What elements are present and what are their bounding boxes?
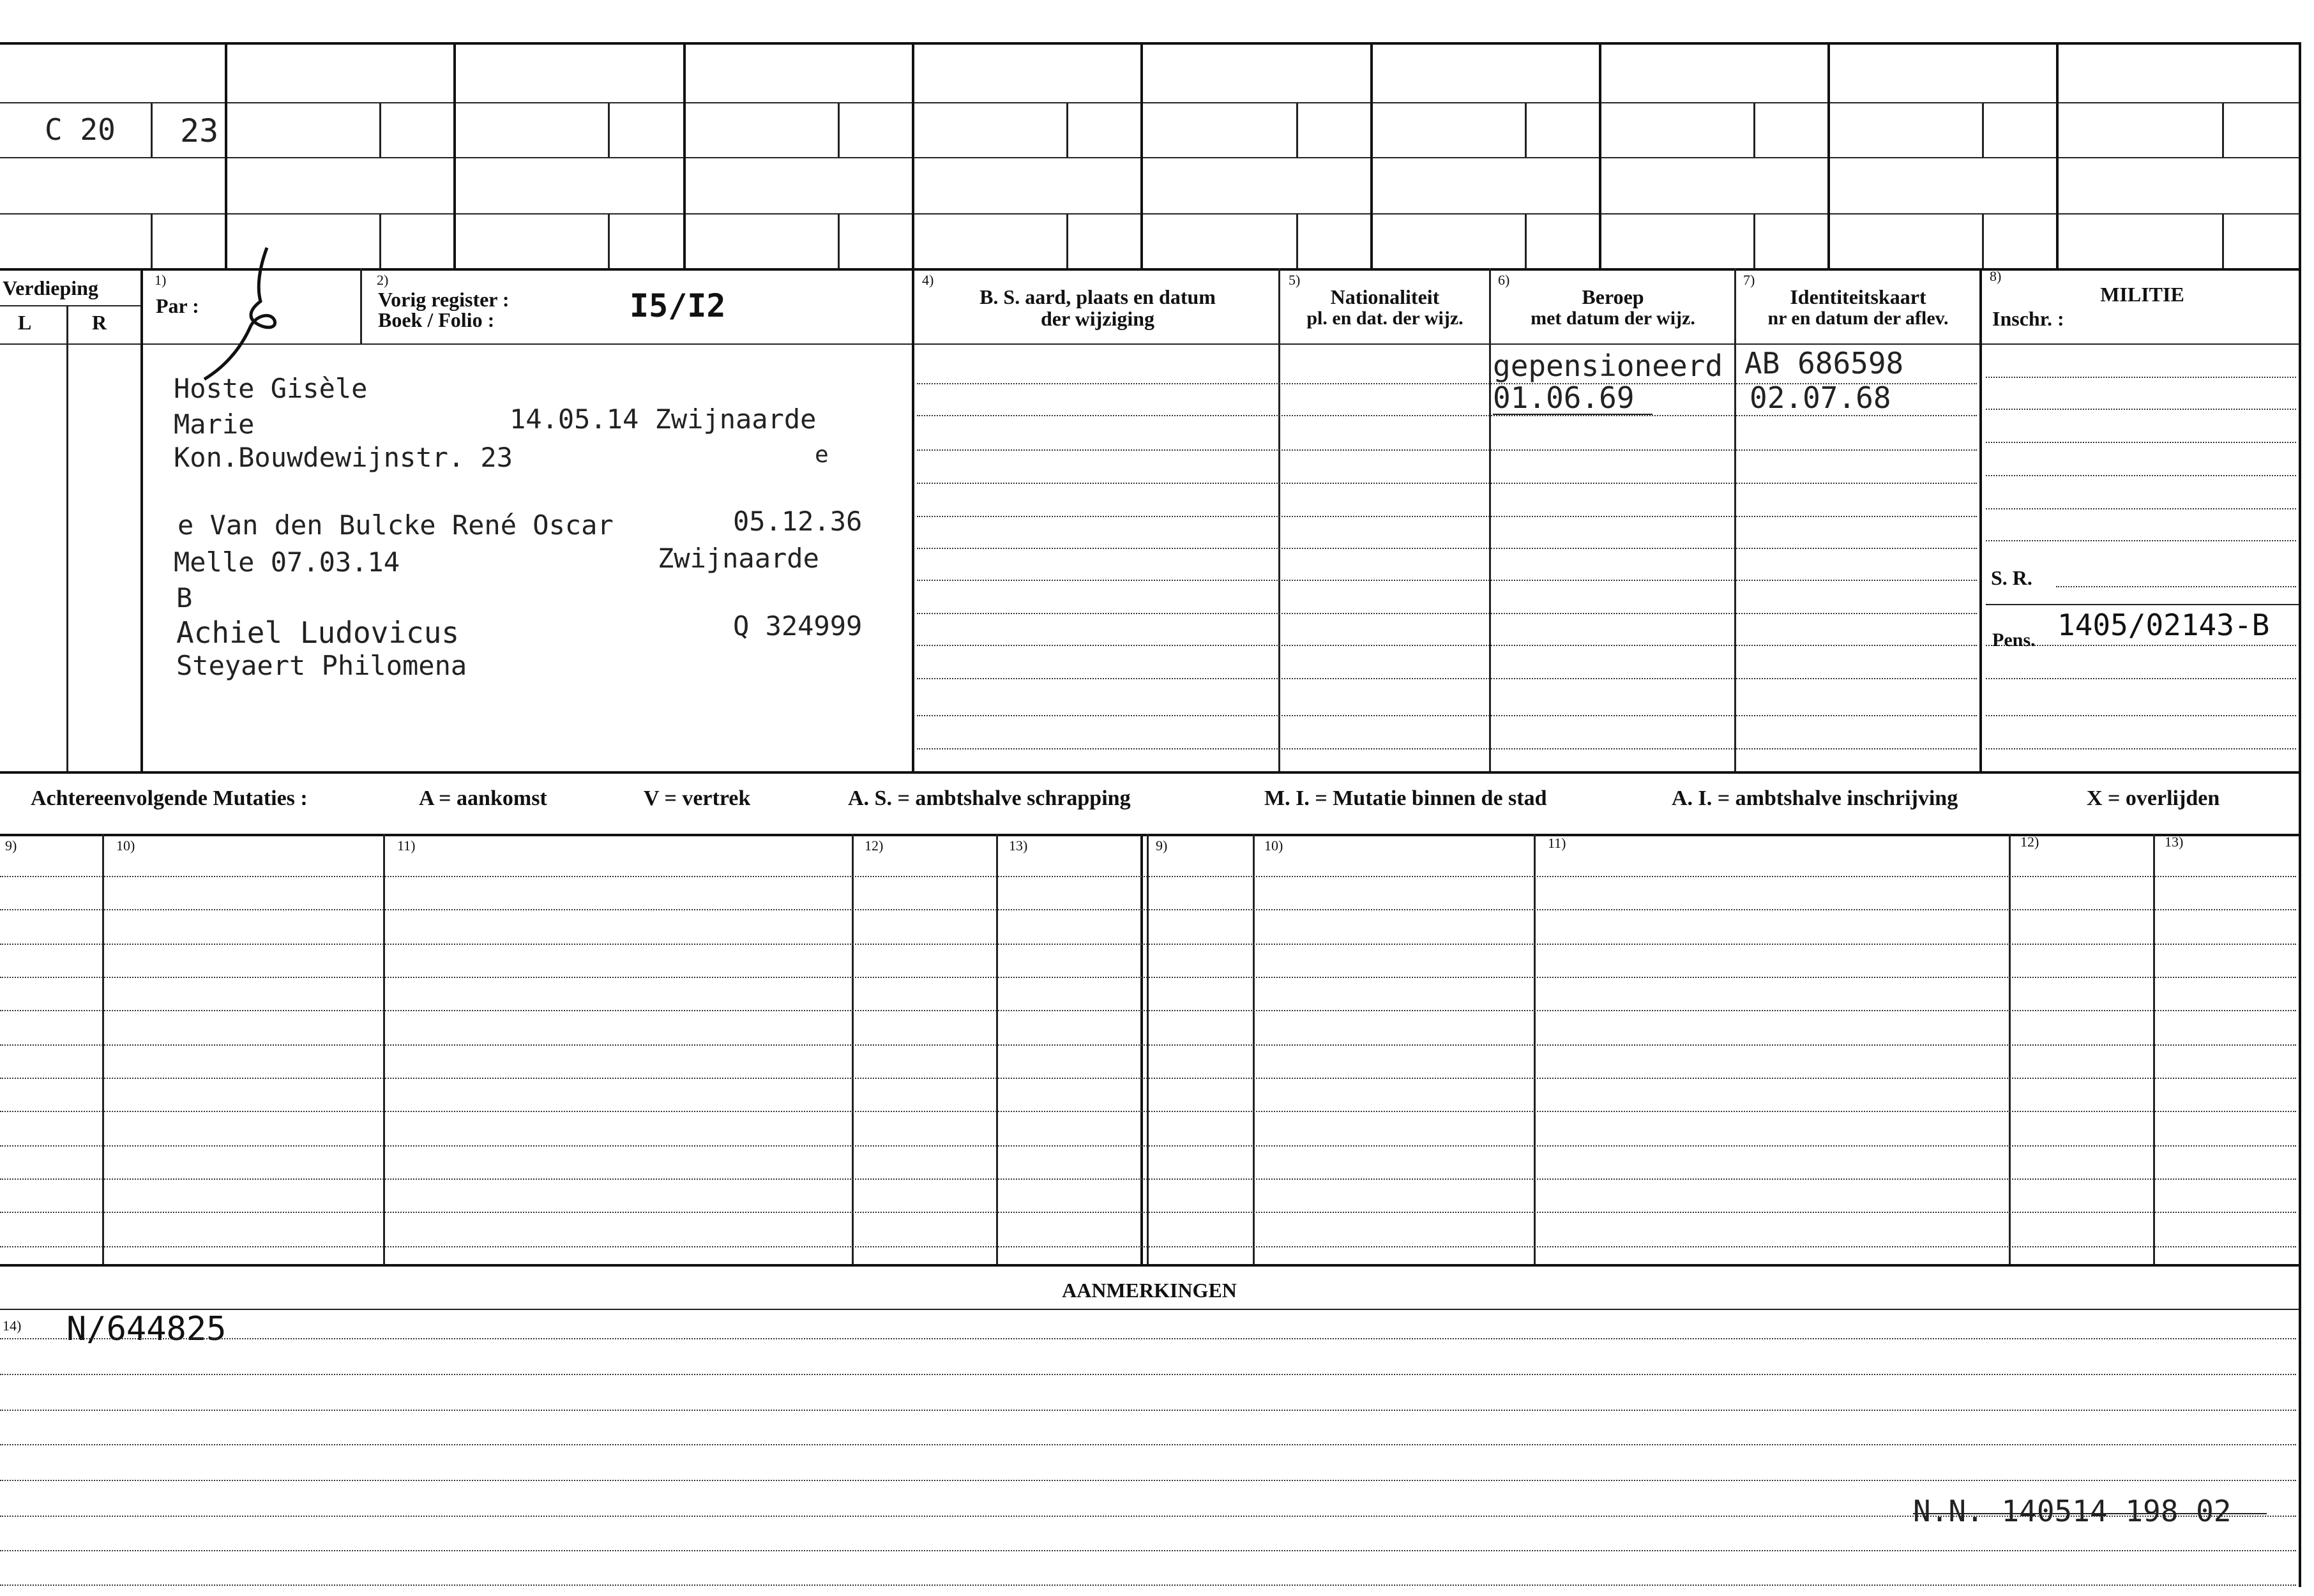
col1-number: 1) xyxy=(155,272,167,288)
person-address: Kon.Bouwdewijnstr. 23 xyxy=(174,442,513,473)
col4-header-line1: B. S. aard, plaats en datum xyxy=(979,285,1216,308)
top-grid-code-23: 23 xyxy=(180,112,219,149)
vorig-register-value: I5/I2 xyxy=(630,287,726,324)
mut-left-col10: 10) xyxy=(116,838,135,854)
mutatie-v: V = vertrek xyxy=(644,787,751,810)
pens-label: Pens. xyxy=(1992,629,2036,651)
spouse-birth: Melle 07.03.14 xyxy=(174,546,400,578)
mut-left-col9: 9) xyxy=(5,838,17,854)
militie-title: MILITIE xyxy=(2100,283,2184,306)
col6-number: 6) xyxy=(1498,272,1510,288)
mutaties-title: Achtereenvolgende Mutaties : xyxy=(31,787,308,810)
aanmerkingen-title: AANMERKINGEN xyxy=(1062,1279,1237,1302)
beroep-date: 01.06.69 xyxy=(1493,380,1635,415)
par-scribble xyxy=(198,243,306,383)
person-birth: 14.05.14 Zwijnaarde xyxy=(510,403,817,435)
col8-number: 8) xyxy=(1990,268,2002,284)
boek-folio-label: Boek / Folio : xyxy=(378,308,495,331)
col4-number: 4) xyxy=(922,272,934,288)
sr-label: S. R. xyxy=(1991,566,2032,589)
person-name: Hoste Gisèle xyxy=(174,373,368,404)
col7-header-line2: nr en datum der aflev. xyxy=(1767,308,1949,329)
mother-name: Steyaert Philomena xyxy=(176,650,467,681)
militie-inschr-label: Inschr. : xyxy=(1992,307,2064,330)
aanmerkingen-number: 14) xyxy=(3,1318,22,1334)
national-number: N.N. 140514 198 02 xyxy=(1913,1494,2232,1528)
col2-number: 2) xyxy=(377,272,389,288)
col5-header-line1: Nationaliteit xyxy=(1330,285,1440,308)
col4-header-line2: der wijziging xyxy=(1040,307,1155,330)
mutatie-as: A. S. = ambtshalve schrapping xyxy=(848,787,1131,810)
aanmerkingen-value: N/644825 xyxy=(66,1310,227,1348)
beroep-value: gepensioneerd xyxy=(1493,349,1723,383)
pens-value: 1405/02143-B xyxy=(2057,608,2270,642)
mut-left-col13: 13) xyxy=(1009,838,1028,854)
mut-right-col9: 9) xyxy=(1156,838,1168,854)
mut-right-col10: 10) xyxy=(1264,838,1283,854)
top-grid-code-c20: C 20 xyxy=(45,112,116,147)
mut-right-col13: 13) xyxy=(2165,834,2184,850)
mut-left-col12: 12) xyxy=(865,838,884,854)
identity-card-date: 02.07.68 xyxy=(1750,380,1891,415)
mutatie-x: X = overlijden xyxy=(2087,787,2220,810)
person-letter-b: B xyxy=(176,582,193,614)
mut-right-col11: 11) xyxy=(1548,835,1566,851)
col5-header-line2: pl. en dat. der wijz. xyxy=(1306,308,1463,329)
identity-card-number: AB 686598 xyxy=(1744,346,1904,380)
verdieping-label: Verdieping xyxy=(3,276,98,299)
verdieping-r-label: R xyxy=(92,311,107,334)
verdieping-l-label: L xyxy=(18,311,32,334)
father-name: Achiel Ludovicus xyxy=(176,615,460,650)
vorig-register-label: Vorig register : xyxy=(378,288,510,311)
col5-number: 5) xyxy=(1289,272,1301,288)
col6-header-line2: met datum der wijz. xyxy=(1531,308,1695,329)
col7-number: 7) xyxy=(1743,272,1755,288)
mutatie-a: A = aankomst xyxy=(419,787,547,810)
mutatie-ai: A. I. = ambtshalve inschrijving xyxy=(1672,787,1958,810)
person-second-name: Marie xyxy=(174,409,255,440)
spouse-name: e Van den Bulcke René Oscar xyxy=(178,509,614,541)
marriage-place: Zwijnaarde xyxy=(658,543,819,574)
person-code: Q 324999 xyxy=(733,610,863,642)
par-label: Par : xyxy=(156,294,199,317)
col6-header-line1: Beroep xyxy=(1582,285,1644,308)
mut-left-col11: 11) xyxy=(397,838,416,854)
col7-header-line1: Identiteitskaart xyxy=(1790,285,1926,308)
mutatie-mi: M. I. = Mutatie binnen de stad xyxy=(1264,787,1547,810)
mut-right-col12: 12) xyxy=(2020,834,2039,850)
person-address-mark: e xyxy=(815,442,829,468)
marriage-date: 05.12.36 xyxy=(733,506,863,537)
